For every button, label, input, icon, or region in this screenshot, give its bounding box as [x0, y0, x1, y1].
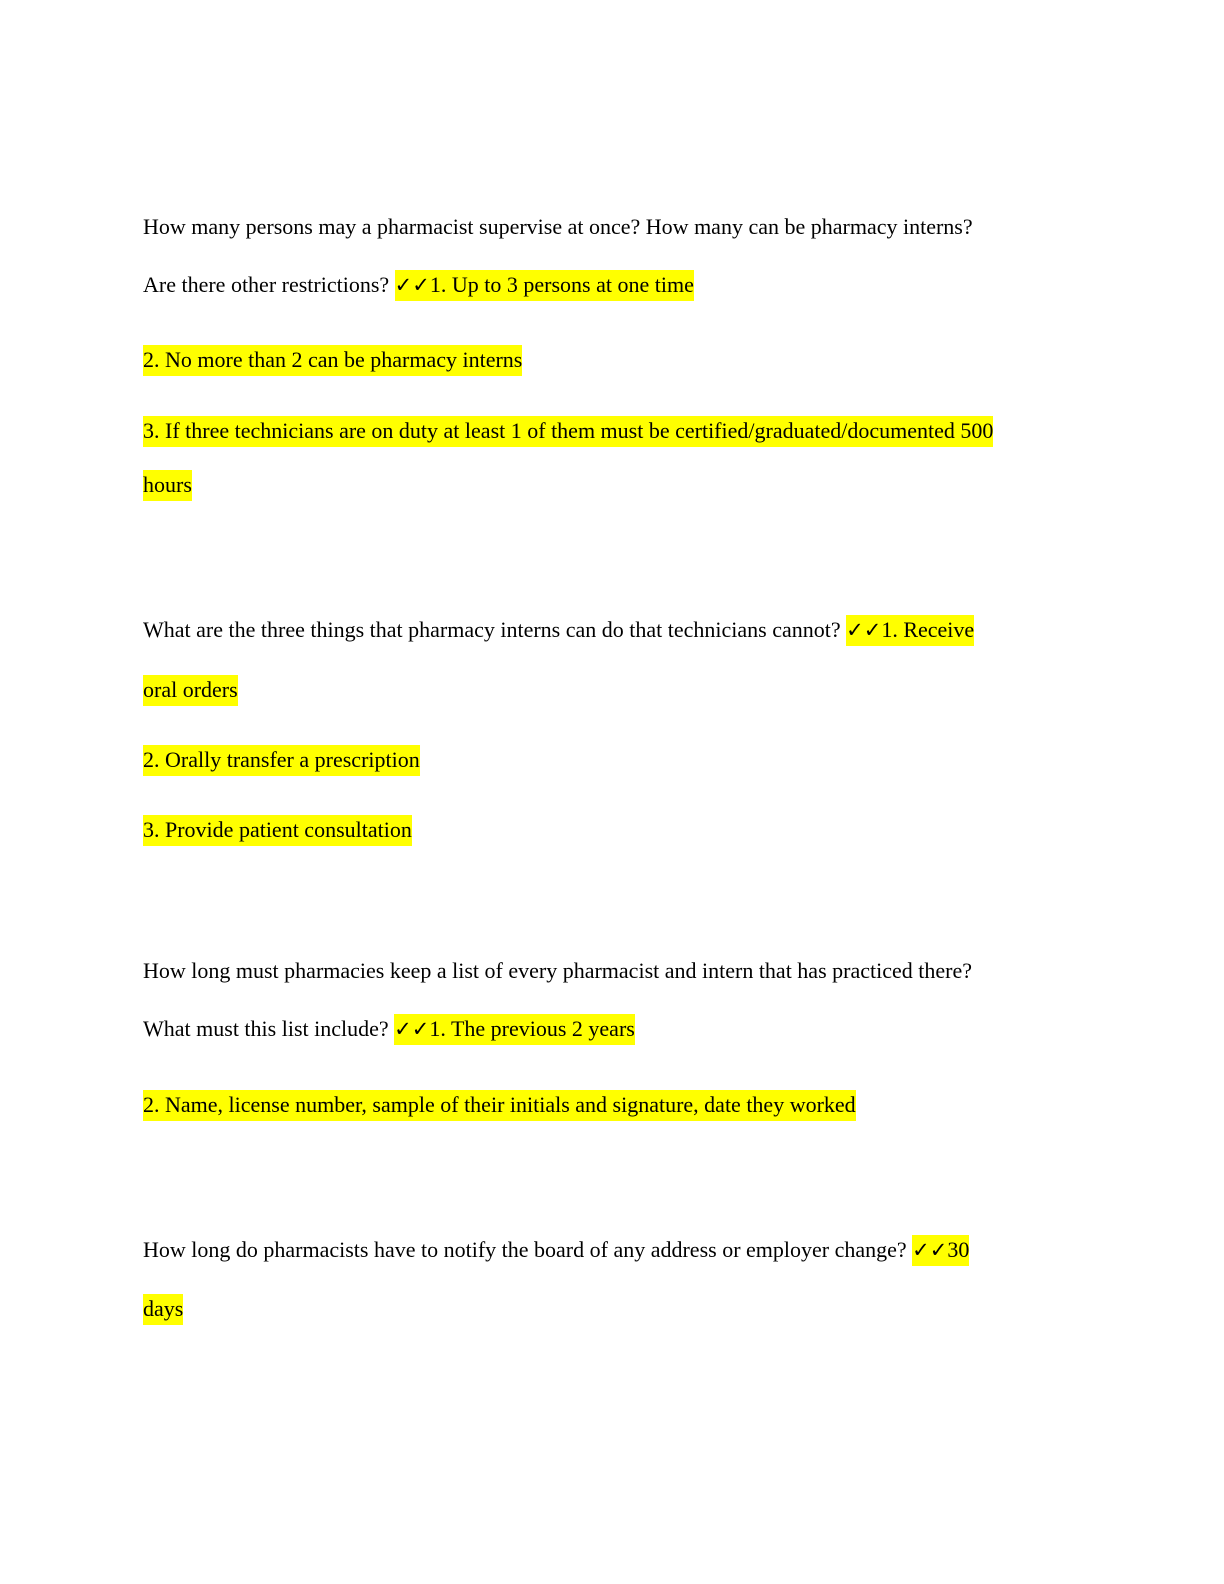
- answer-3-highlight: ✓✓1. The previous 2 years: [394, 1014, 635, 1045]
- answer-2-item-3: 3. Provide patient consultation: [143, 815, 412, 845]
- answer-1-item-3-line-1: 3. If three technicians are on duty at least 1 of them must be certified/graduated/documented 500: [143, 416, 993, 446]
- answer-1-item-2: 2. No more than 2 can be pharmacy interns: [143, 345, 522, 375]
- question-3-line-2: What must this list include? ✓✓1. The previous 2 years: [143, 1014, 635, 1044]
- answer-3-item-2: 2. Name, license number, sample of their initials and signature, date they worked: [143, 1090, 856, 1120]
- answer-1-highlight: ✓✓1. Up to 3 persons at one time: [395, 270, 694, 301]
- double-check-icon: ✓✓: [394, 273, 430, 297]
- double-check-icon: ✓✓: [912, 1238, 948, 1262]
- double-check-icon: ✓✓: [846, 618, 882, 642]
- question-3-line-1: How long must pharmacies keep a list of every pharmacist and intern that has practiced there?: [143, 958, 972, 983]
- answer-1-item-3-line-2: hours: [143, 470, 192, 500]
- answer-4-highlight: ✓✓30: [912, 1235, 969, 1266]
- answer-2-item-1-line-2: oral orders: [143, 675, 238, 705]
- question-4-line-1: How long do pharmacists have to notify the board of any address or employer change? ✓✓30: [143, 1235, 969, 1265]
- double-check-icon: ✓✓: [394, 1017, 430, 1041]
- answer-4-line-2: days: [143, 1294, 183, 1324]
- question-1-line-1: How many persons may a pharmacist supervise at once? How many can be pharmacy interns?: [143, 214, 973, 239]
- question-1-line-2: Are there other restrictions? ✓✓1. Up to 3 persons at one time: [143, 270, 694, 300]
- answer-2-item-2: 2. Orally transfer a prescription: [143, 745, 420, 775]
- answer-2-highlight: ✓✓1. Receive: [846, 615, 974, 646]
- question-2-line-1: What are the three things that pharmacy interns can do that technicians cannot? ✓✓1. Receive: [143, 615, 974, 645]
